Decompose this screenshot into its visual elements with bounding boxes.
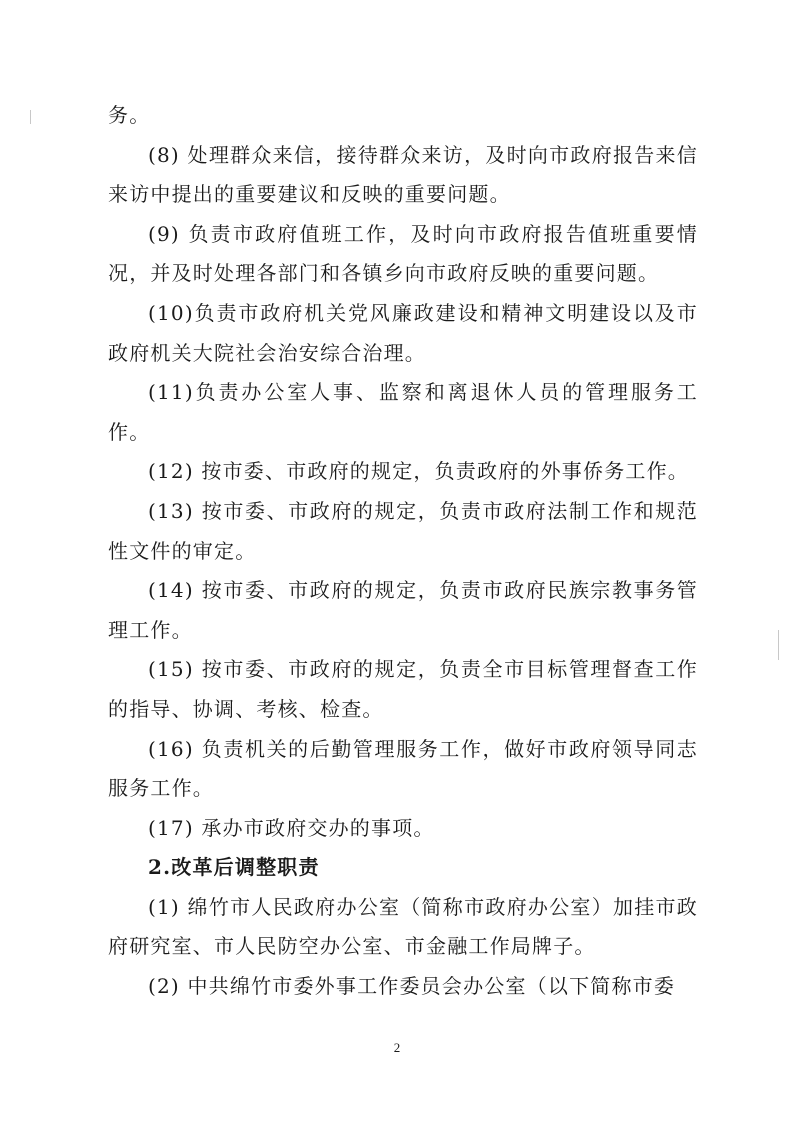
paragraph-item-14: (14) 按市委、市政府的规定，负责市政府民族宗教事务管理工作。 [108, 578, 698, 642]
body-text [108, 96, 698, 1007]
scan-edge-mark-top [30, 110, 31, 124]
paragraph-item-17: (17) 承办市政府交办的事项。 [148, 815, 435, 840]
page-number: 2 [393, 1040, 401, 1055]
paragraph-item-9: (9) 负责市政府值班工作，及时向市政府报告值班重要情况，并及时处理各部门和各镇乡向市政府反映的重要问题。 [108, 221, 698, 286]
paragraph-item-15: (15) 按市委、市政府的规定，负责全市目标管理督查工作的指导、协调、考核、检查。 [108, 657, 698, 721]
scan-edge-mark-right [778, 630, 779, 660]
paragraph-item-16: (16) 负责机关的后勤管理服务工作，做好市政府领导同志服务工作。 [108, 736, 698, 801]
paragraph-continuation: 务。 [108, 103, 151, 127]
paragraph-item-11: (11)负责办公室人事、监察和离退休人员的管理服务工作。 [108, 380, 698, 444]
paragraph-item-13: (13) 按市委、市政府的规定，负责市政府法制工作和规范性文件的审定。 [108, 498, 698, 563]
paragraph-item-8: (8) 处理群众来信，接待群众来访，及时向市政府报告来信来访中提出的重要建议和反映的重要问题。 [108, 142, 698, 207]
section-paragraph-2: (2) 中共绵竹市委外事工作委员会办公室（以下简称市委 [148, 974, 676, 999]
paragraph-item-12: (12) 按市委、市政府的规定，负责政府的外事侨务工作。 [148, 459, 690, 484]
paragraph-item-10: (10)负责市政府机关党风廉政建设和精神文明建设以及市政府机关大院社会治安综合治理。 [108, 300, 698, 365]
section-paragraph-1: (1) 绵竹市人民政府办公室（简称市政府办公室）加挂市政府研究室、市人民防空办公室、市金融工作局牌子。 [108, 894, 698, 959]
section-heading: 2.改革后调整职责 [148, 855, 320, 880]
